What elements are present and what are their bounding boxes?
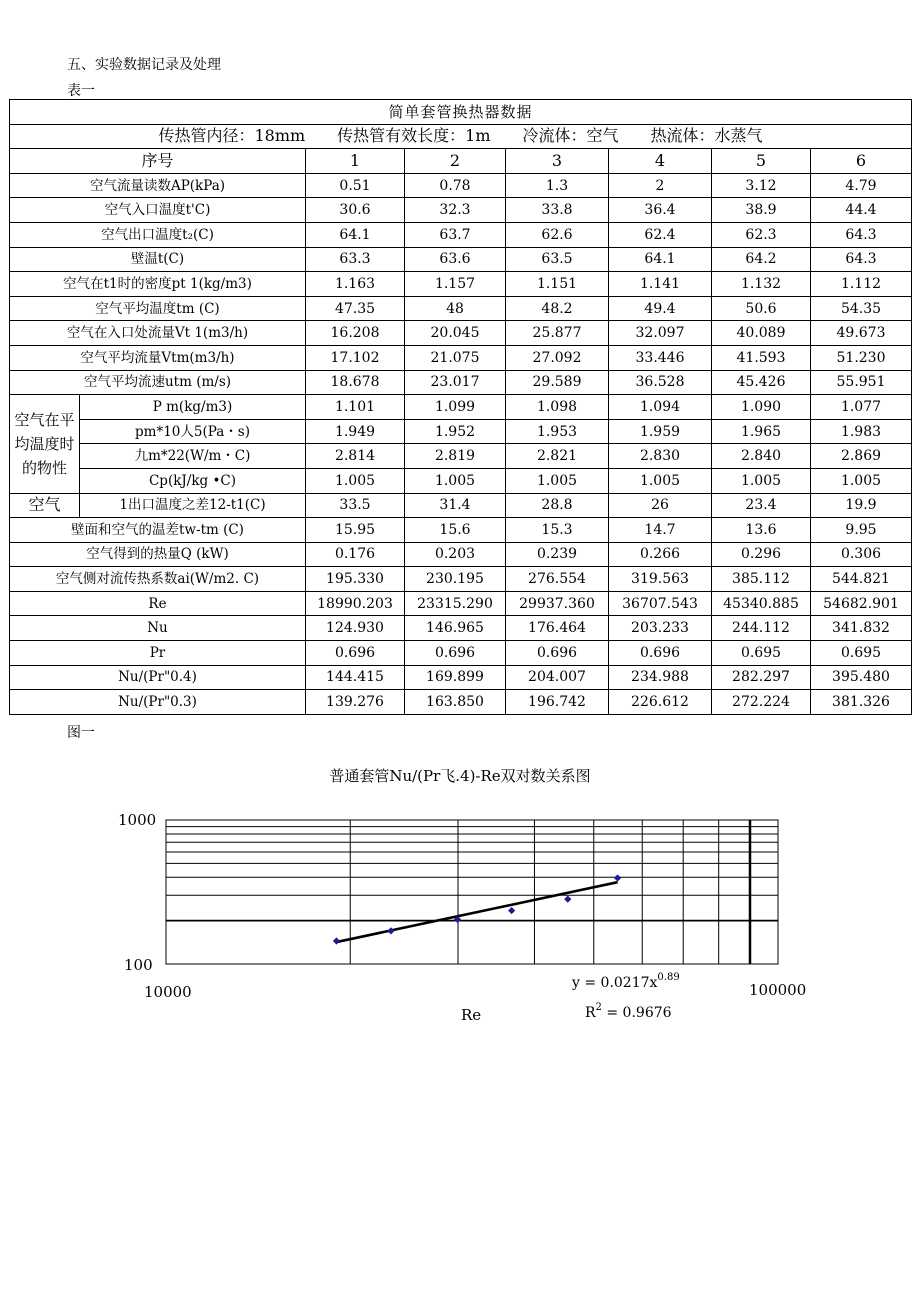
value-cell: 63.5 [506,247,609,272]
row-label: 空气平均温度tm (C) [10,296,306,321]
value-cell: 13.6 [712,518,811,543]
data-point [614,874,621,881]
value-cell: 124.930 [306,616,405,641]
row-label: 空气入口温度t'C) [10,198,306,223]
value-cell: 26 [609,493,712,518]
table-row [10,468,912,493]
value-cell: 176.464 [506,616,609,641]
value-cell: 15.3 [506,518,609,543]
value-cell: 2.814 [306,444,405,469]
value-cell: 2.821 [506,444,609,469]
table-row [10,641,912,666]
row-label: 空气侧对流传热系数ai(W/m2. C) [10,567,306,592]
table-row [10,518,912,543]
value-cell: 29937.360 [506,591,609,616]
value-cell: 36.4 [609,198,712,223]
plot-border [166,820,778,964]
value-cell: 395.480 [811,665,912,690]
row-label: 空气流量读数AP(kPa) [10,173,306,198]
header-cell: 1 [306,149,405,174]
row-label: Nu/(Pr"0.4) [10,665,306,690]
value-cell: 282.297 [712,665,811,690]
value-cell: 0.266 [609,542,712,567]
value-cell: 48 [405,296,506,321]
value-cell: 64.1 [609,247,712,272]
value-cell: 14.7 [609,518,712,543]
value-cell: 64.3 [811,222,912,247]
value-cell: 4.79 [811,173,912,198]
value-cell: 54.35 [811,296,912,321]
row-label: Pr [10,641,306,666]
header-cell: 序号 [10,149,306,174]
value-cell: 1.005 [506,468,609,493]
value-cell: 0.306 [811,542,912,567]
value-cell: 1.157 [405,272,506,297]
x-tick-label-min: 10000 [144,983,192,1001]
value-cell: 45.426 [712,370,811,395]
row-label: Cp(kJ/kg •C) [80,468,306,493]
value-cell: 27.092 [506,345,609,370]
value-cell: 63.3 [306,247,405,272]
table-row [10,395,912,420]
value-cell: 0.51 [306,173,405,198]
value-cell: 0.696 [609,641,712,666]
value-cell: 0.176 [306,542,405,567]
y-tick-label-max: 1000 [118,811,157,829]
value-cell: 9.95 [811,518,912,543]
value-cell: 64.1 [306,222,405,247]
value-cell: 1.005 [811,468,912,493]
value-cell: 16.208 [306,321,405,346]
value-cell: 146.965 [405,616,506,641]
value-cell: 47.35 [306,296,405,321]
table-parameters: 传热管内径：18mm 传热管有效长度：1m 冷流体：空气 热流体：水蒸气 [10,124,912,149]
r-squared: $R^2 = 0.9676$ [585,1002,672,1021]
value-cell: 1.101 [306,395,405,420]
x-tick-label-max: 100000 [749,981,807,999]
table-row [10,222,912,247]
data-point [387,927,394,934]
header-cell: 6 [811,149,912,174]
row-label: 空气平均流量Vtm(m3/h) [10,345,306,370]
value-cell: 196.742 [506,690,609,715]
table-title: 简单套管换热器数据 [10,100,912,125]
value-cell: 1.959 [609,419,712,444]
value-cell: 63.6 [405,247,506,272]
value-cell: 18.678 [306,370,405,395]
value-cell: 33.8 [506,198,609,223]
value-cell: 0.239 [506,542,609,567]
value-cell: 204.007 [506,665,609,690]
value-cell: 0.695 [712,641,811,666]
value-cell: 55.951 [811,370,912,395]
value-cell: 1.965 [712,419,811,444]
value-cell: 1.141 [609,272,712,297]
value-cell: 0.695 [811,641,912,666]
value-cell: 244.112 [712,616,811,641]
table-row [10,616,912,641]
value-cell: 1.005 [712,468,811,493]
value-cell: 144.415 [306,665,405,690]
value-cell: 0.696 [306,641,405,666]
value-cell: 62.6 [506,222,609,247]
value-cell: 230.195 [405,567,506,592]
row-label: 九m*22(W/m・C) [80,444,306,469]
value-cell: 1.132 [712,272,811,297]
value-cell: 1.005 [306,468,405,493]
value-cell: 64.3 [811,247,912,272]
value-cell: 25.877 [506,321,609,346]
table-row [10,444,912,469]
value-cell: 163.850 [405,690,506,715]
row-label: 空气平均流速utm (m/s) [10,370,306,395]
value-cell: 15.6 [405,518,506,543]
value-cell: 0.696 [506,641,609,666]
value-cell: 21.075 [405,345,506,370]
value-cell: 41.593 [712,345,811,370]
row-label: pm*10人5(Pa・s) [80,419,306,444]
value-cell: 54682.901 [811,591,912,616]
header-cell: 4 [609,149,712,174]
log-log-chart [0,795,920,1095]
value-cell: 18990.203 [306,591,405,616]
value-cell: 226.612 [609,690,712,715]
value-cell: 32.097 [609,321,712,346]
value-cell: 63.7 [405,222,506,247]
value-cell: 40.089 [712,321,811,346]
value-cell: 0.296 [712,542,811,567]
value-cell: 29.589 [506,370,609,395]
row-label: 空气在入口处流量Vt 1(m3/h) [10,321,306,346]
value-cell: 234.988 [609,665,712,690]
value-cell: 2.830 [609,444,712,469]
value-cell: 385.112 [712,567,811,592]
value-cell: 32.3 [405,198,506,223]
value-cell: 3.12 [712,173,811,198]
value-cell: 17.102 [306,345,405,370]
value-cell: 36.528 [609,370,712,395]
data-point [333,937,340,944]
table-row [10,173,912,198]
chart-title: 普通套管Nu/(Pr飞.4)-Re双对数关系图 [329,767,591,785]
regression-equation: $y = 0.0217x^{0.89}$ [572,972,680,991]
value-cell: 1.099 [405,395,506,420]
value-cell: 19.9 [811,493,912,518]
value-cell: 45340.885 [712,591,811,616]
value-cell: 36707.543 [609,591,712,616]
value-cell: 1.077 [811,395,912,420]
table-row [10,370,912,395]
table-row [10,149,912,174]
y-tick-label-min: 100 [124,956,153,974]
row-label: Nu [10,616,306,641]
value-cell: 1.952 [405,419,506,444]
row-label: Re [10,591,306,616]
x-axis-label: Re [461,1006,482,1024]
table-row [10,542,912,567]
table-row [10,272,912,297]
value-cell: 544.821 [811,567,912,592]
value-cell: 33.446 [609,345,712,370]
row-label: P m(kg/m3) [80,395,306,420]
value-cell: 15.95 [306,518,405,543]
data-point [508,907,515,914]
value-cell: 2 [609,173,712,198]
value-cell: 38.9 [712,198,811,223]
value-cell: 1.163 [306,272,405,297]
value-cell: 62.4 [609,222,712,247]
value-cell: 51.230 [811,345,912,370]
data-point [564,895,571,902]
table-label: 表一 [67,83,95,99]
value-cell: 49.673 [811,321,912,346]
value-cell: 169.899 [405,665,506,690]
row-label: 空气在t1时的密度pt 1(kg/m3) [10,272,306,297]
value-cell: 272.224 [712,690,811,715]
value-cell: 49.4 [609,296,712,321]
value-cell: 381.326 [811,690,912,715]
row-label: 壁温t(C) [10,247,306,272]
table-row [10,321,912,346]
table-row [10,690,912,715]
value-cell: 0.696 [405,641,506,666]
value-cell: 1.005 [405,468,506,493]
value-cell: 1.983 [811,419,912,444]
value-cell: 30.6 [306,198,405,223]
row-label: 空气得到的热量Q (kW) [10,542,306,567]
value-cell: 28.8 [506,493,609,518]
value-cell: 2.840 [712,444,811,469]
table-row [10,493,912,518]
value-cell: 0.203 [405,542,506,567]
value-cell: 1.953 [506,419,609,444]
value-cell: 276.554 [506,567,609,592]
value-cell: 48.2 [506,296,609,321]
figure-label: 图一 [67,725,95,741]
value-cell: 44.4 [811,198,912,223]
value-cell: 1.3 [506,173,609,198]
header-cell: 2 [405,149,506,174]
value-cell: 1.094 [609,395,712,420]
table-row [10,296,912,321]
value-cell: 33.5 [306,493,405,518]
value-cell: 23.017 [405,370,506,395]
value-cell: 203.233 [609,616,712,641]
value-cell: 50.6 [712,296,811,321]
section-title: 五、实验数据记录及处理 [67,57,221,73]
value-cell: 341.832 [811,616,912,641]
table-row [10,100,912,125]
table-row [10,419,912,444]
group-label: 空气在平均温度时的物性 [10,395,80,493]
table-row [10,345,912,370]
row-label: 壁面和空气的温差tw-tm (C) [10,518,306,543]
table-row [10,665,912,690]
value-cell: 62.3 [712,222,811,247]
row-label: Nu/(Pr"0.3) [10,690,306,715]
row-side-label: 空气 [10,493,80,518]
value-cell: 64.2 [712,247,811,272]
value-cell: 23315.290 [405,591,506,616]
table-row [10,247,912,272]
value-cell: 2.819 [405,444,506,469]
value-cell: 0.78 [405,173,506,198]
value-cell: 23.4 [712,493,811,518]
row-label: 1出口温度之差12-t1(C) [80,493,306,518]
value-cell: 1.949 [306,419,405,444]
value-cell: 319.563 [609,567,712,592]
table-row [10,124,912,149]
header-cell: 5 [712,149,811,174]
row-label: 空气出口温度t₂(C) [10,222,306,247]
value-cell: 1.098 [506,395,609,420]
trendline [336,882,617,942]
value-cell: 31.4 [405,493,506,518]
value-cell: 1.151 [506,272,609,297]
value-cell: 139.276 [306,690,405,715]
value-cell: 1.005 [609,468,712,493]
value-cell: 1.090 [712,395,811,420]
value-cell: 195.330 [306,567,405,592]
value-cell: 2.869 [811,444,912,469]
table-row [10,198,912,223]
value-cell: 20.045 [405,321,506,346]
table-row [10,591,912,616]
value-cell: 1.112 [811,272,912,297]
table-row [10,567,912,592]
header-cell: 3 [506,149,609,174]
heat-exchanger-data-table [9,99,912,715]
